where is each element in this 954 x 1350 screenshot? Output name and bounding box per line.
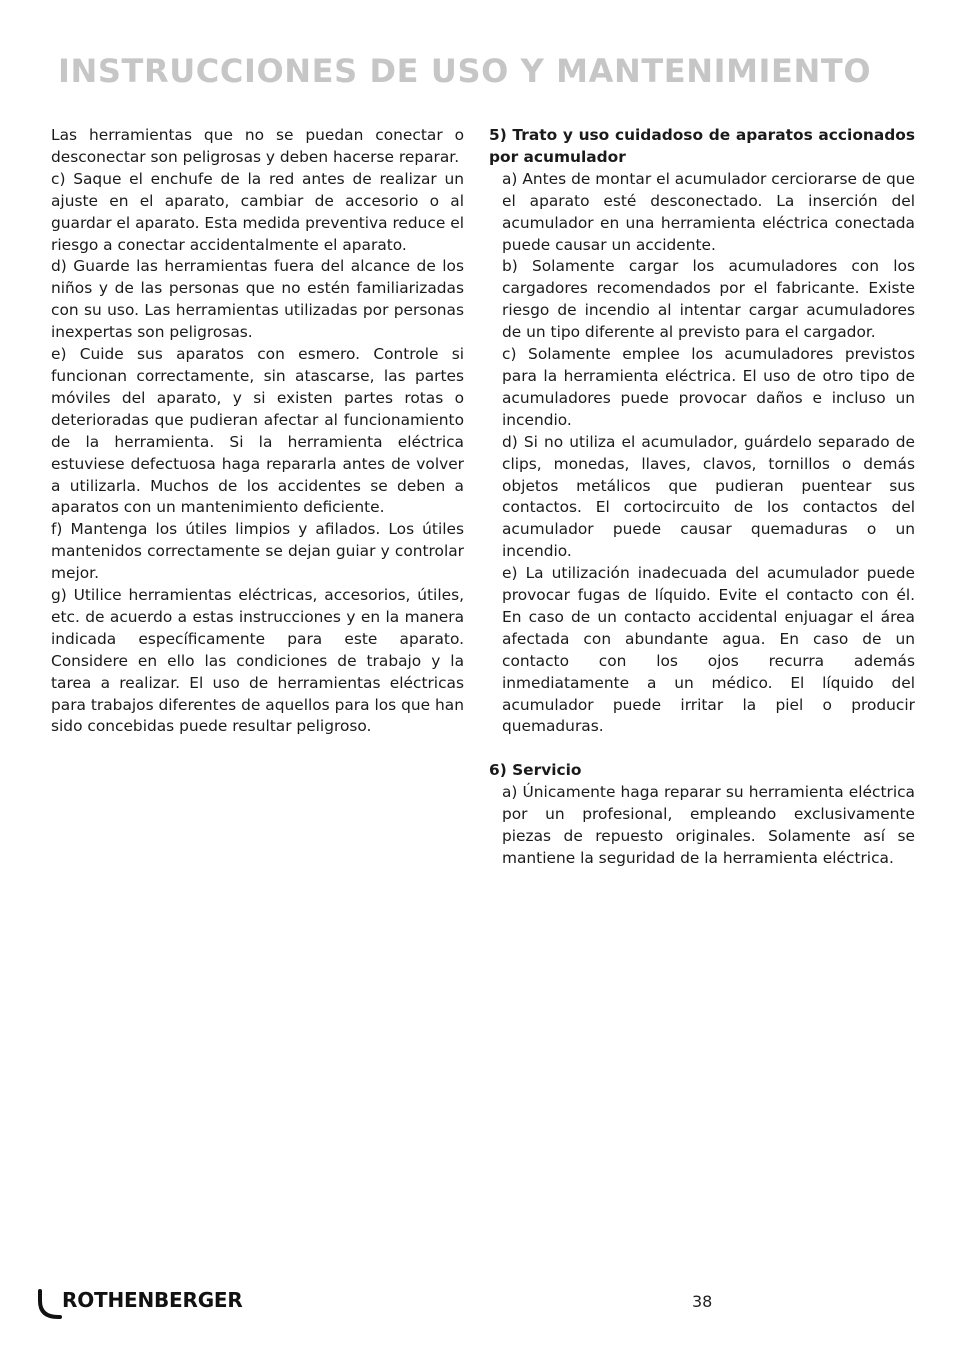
brand-name: ROTHENBERGER <box>62 1288 243 1312</box>
section-spacer <box>489 738 915 760</box>
list-item: b) Solamente cargar los acumuladores con los cargadores recomendados por el fabricante. Existe riesgo de incendio al intentar cargar acumuladores de un tipo diferente al previsto para el cargador. <box>502 257 915 342</box>
paragraph: c) Saque el enchufe de la red antes de realizar un ajuste en el aparato, cambiar de accesorio o al guardar el aparato. Esta medida preventiva reduce el riesgo a conectar accidentalmente el aparato. <box>51 169 464 254</box>
section-heading-6: 6) Servicio <box>489 761 582 780</box>
paragraph: f) Mantenga los útiles limpios y afilados. Los útiles mantenidos correctamente se dejan guiar y controlar mejor. <box>51 520 464 583</box>
paragraph: Las herramientas que no se puedan conectar o desconectar son peligrosas y deben hacerse reparar. <box>51 126 464 166</box>
paragraph: d) Guarde las herramientas fuera del alcance de los niños y de las personas que no estén familiarizadas con su uso. Las herramientas utilizadas por personas inexpertas son peligrosas. <box>51 257 464 342</box>
list-item: a) Únicamente haga reparar su herramienta eléctrica por un profesional, empleando exclusivamente piezas de repuesto originales. Solamente así se mantiene la seguridad de la herramienta eléctrica. <box>502 783 915 867</box>
list-item: c) Solamente emplee los acumuladores previstos para la herramienta eléctrica. El uso de otro tipo de acumuladores puede provocar daños e incluso un incendio. <box>502 345 915 429</box>
list-item: a) Antes de montar el acumulador cerciorarse de que el aparato esté desconectado. La inserción del acumulador en una herramienta eléctrica conectada puede causar un accidente. <box>502 169 915 254</box>
list-item: e) La utilización inadecuada del acumulador puede provocar fugas de líquido. Evite el contacto con él. En caso de un contacto accidental enjuagar el área afectada con abundante agua. En caso de un contacto con los ojos recurra además inmediatamente a un médico. El líquido del acumulador puede irritar la piel o producir quemaduras. <box>502 564 915 736</box>
right-column <box>489 125 915 870</box>
list-item: d) Si no utiliza el acumulador, guárdelo separado de clips, monedas, llaves, clavos, tornillos o demás objetos metálicos que pudieran puentear sus contactos. El cortocircuito de los contactos del acumulador puede causar quemaduras o un incendio. <box>502 432 915 561</box>
page-title: INSTRUCCIONES DE USO Y MANTENIMIENTO <box>58 52 872 90</box>
section-heading-5: 5) Trato y uso cuidadoso de aparatos accionados por acumulador <box>489 126 915 166</box>
paragraph: e) Cuide sus aparatos con esmero. Controle si funcionan correctamente, sin atascarse, las partes móviles del aparato, y si existen partes rotas o deterioradas que pudieran afectar al funcionamiento de la herramienta. Si la herramienta eléctrica estuviese defectuosa haga repararla antes de volver a utilizarla. Muchos de los accidentes se deben a aparatos con un mantenimiento deficiente. <box>51 345 464 517</box>
brand-hook-icon <box>36 1287 62 1321</box>
left-column <box>51 125 464 738</box>
page-number: 38 <box>692 1292 713 1311</box>
paragraph: g) Utilice herramientas eléctricas, accesorios, útiles, etc. de acuerdo a estas instrucciones y en la manera indicada específicamente para este aparato. Considere en ello las condiciones de trabajo y la tarea a realizar. El uso de herramientas eléctricas para trabajos diferentes de aquellos para los que han sido concebidas puede resultar peligroso. <box>51 586 464 736</box>
brand-logo <box>36 1287 243 1321</box>
